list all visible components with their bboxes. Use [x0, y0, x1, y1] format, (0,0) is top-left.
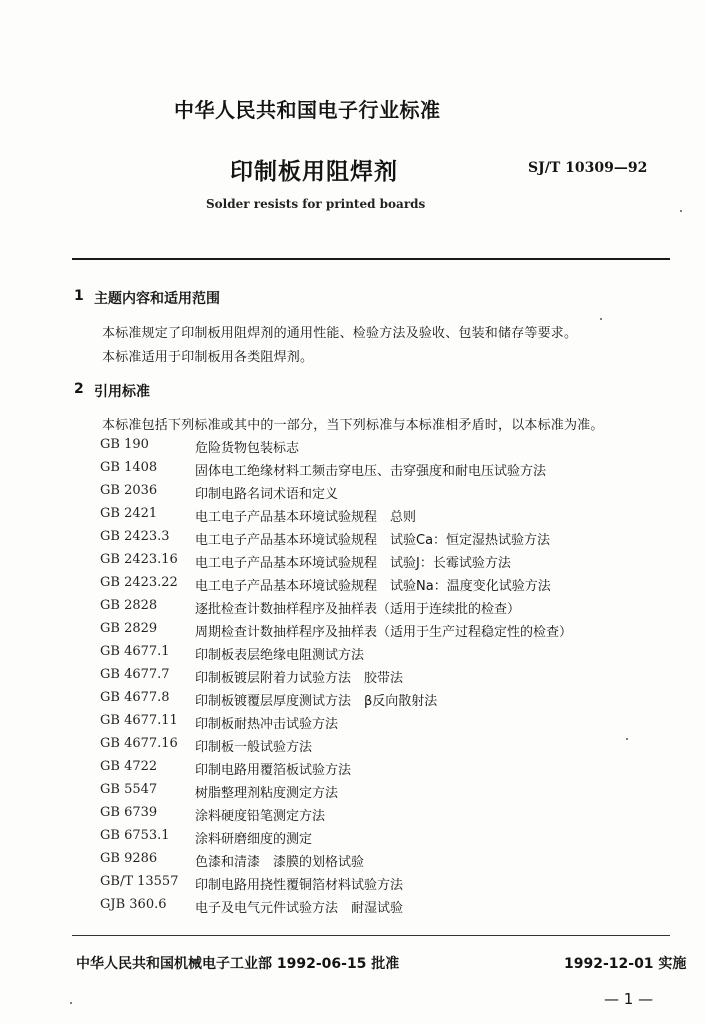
reference-name: 印制板一般试验方法 [195, 740, 313, 755]
reference-code: GB 2423.22 [100, 575, 178, 590]
reference-name: 色漆和清漆 漆膜的划格试验 [195, 855, 365, 870]
reference-code: GB 1408 [100, 460, 158, 475]
reference-name: 涂料研磨细度的测定 [195, 832, 313, 847]
reference-code: GB 5547 [100, 782, 158, 797]
reference-code: GB 4677.7 [100, 667, 170, 682]
issuer-approval: 中华人民共和国机械电子工业部 1992-06-15 批准 [76, 956, 400, 972]
document-number: SJ/T 10309—92 [528, 160, 648, 176]
reference-code: GB 4677.8 [100, 690, 170, 705]
reference-name: 周期检查计数抽样程序及抽样表（适用于生产过程稳定性的检查） [195, 625, 573, 640]
reference-code: GB 2421 [100, 506, 158, 521]
reference-code: GB 9286 [100, 851, 158, 866]
scan-speck [600, 318, 602, 320]
section-2-number: 2 [74, 381, 84, 397]
section-1-paragraph: 本标准适用于印制板用各类阻焊剂。 [102, 350, 314, 365]
english-title: Solder resists for printed boards [206, 197, 426, 211]
scan-speck [626, 738, 628, 740]
reference-code: GB 2829 [100, 621, 158, 636]
reference-name: 印制电路名词术语和定义 [195, 487, 339, 502]
section-1-number: 1 [74, 288, 84, 304]
document-title: 印制板用阻焊剂 [230, 159, 398, 185]
reference-name: 树脂整理剂粘度测定方法 [195, 786, 339, 801]
reference-name: 固体电工绝缘材料工频击穿电压、击穿强度和耐电压试验方法 [195, 464, 547, 479]
reference-name: 印制板镀层附着力试验方法 胶带法 [195, 671, 404, 686]
reference-name: 印制板耐热冲击试验方法 [195, 717, 339, 732]
section-1-title: 主题内容和适用范围 [94, 291, 220, 307]
reference-code: GB 6753.1 [100, 828, 170, 843]
reference-name: 涂料硬度铅笔测定方法 [195, 809, 326, 824]
reference-name: 印制电路用挠性覆铜箔材料试验方法 [195, 878, 404, 893]
reference-code: GB 190 [100, 437, 149, 452]
reference-code: GB 4677.1 [100, 644, 170, 659]
reference-name: 危险货物包装标志 [195, 441, 300, 456]
reference-code: GB 4677.16 [100, 736, 178, 751]
reference-name: 电工电子产品基本环境试验规程 试验Ca：恒定湿热试验方法 [195, 533, 551, 548]
reference-name: 印制板镀覆层厚度测试方法 β反向散射法 [195, 694, 438, 709]
section-2-intro: 本标准包括下列标准或其中的一部分，当下列标准与本标准相矛盾时，以本标准为准。 [102, 418, 604, 433]
footer-divider [72, 935, 670, 936]
reference-code: GB 2423.3 [100, 529, 170, 544]
reference-name: 电工电子产品基本环境试验规程 总则 [195, 510, 417, 525]
reference-code: GB 2423.16 [100, 552, 178, 567]
reference-name: 电工电子产品基本环境试验规程 试验Na：温度变化试验方法 [195, 579, 551, 594]
effective-date: 1992-12-01 实施 [564, 956, 687, 972]
reference-code: GB 2036 [100, 483, 158, 498]
reference-code: GB 4677.11 [100, 713, 178, 728]
reference-name: 印制电路用覆箔板试验方法 [195, 763, 352, 778]
reference-name: 印制板表层绝缘电阻测试方法 [195, 648, 365, 663]
scan-speck [70, 1002, 72, 1004]
reference-name: 电工电子产品基本环境试验规程 试验J：长霉试验方法 [195, 556, 511, 571]
reference-code: GB 4722 [100, 759, 158, 774]
section-1-paragraph: 本标准规定了印制板用阻焊剂的通用性能、检验方法及验收、包装和储存等要求。 [102, 326, 578, 341]
industry-standard-heading: 中华人民共和国电子行业标准 [174, 98, 441, 122]
reference-code: GB/T 13557 [100, 874, 179, 889]
reference-code: GB 6739 [100, 805, 158, 820]
reference-name: 逐批检查计数抽样程序及抽样表（适用于连续批的检查） [195, 602, 521, 617]
section-2-title: 引用标准 [94, 384, 150, 400]
reference-name: 电子及电气元件试验方法 耐湿试验 [195, 901, 404, 916]
page-number: — 1 — [604, 990, 654, 1008]
reference-code: GJB 360.6 [100, 897, 167, 912]
reference-code: GB 2828 [100, 598, 158, 613]
header-divider [72, 258, 670, 260]
scan-speck [680, 210, 682, 212]
